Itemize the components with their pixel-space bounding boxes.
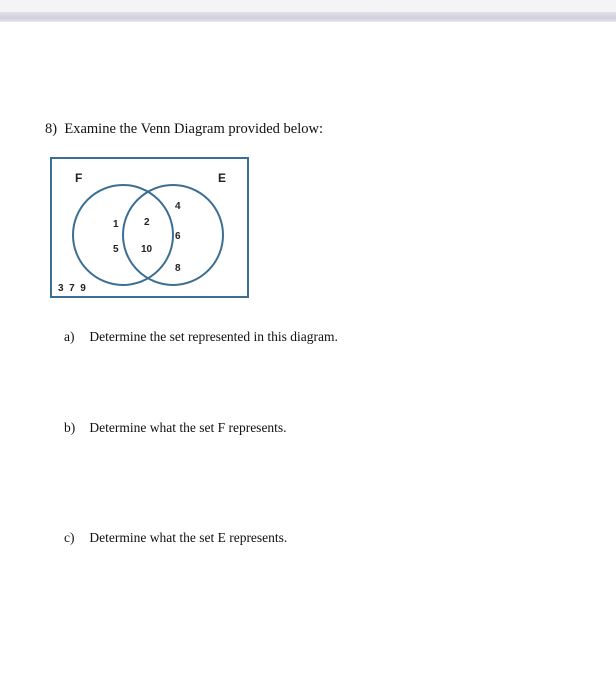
part-c-label: c): [64, 530, 75, 545]
venn-diagram: [50, 157, 250, 299]
question-8: [45, 121, 323, 138]
part-a: [64, 329, 338, 345]
element-8: 8: [175, 263, 181, 274]
element-5: 5: [113, 244, 119, 255]
element-10: 10: [141, 244, 153, 255]
element-4: 4: [175, 201, 181, 212]
part-b-text: Determine what the set F represents.: [89, 420, 287, 435]
element-1: 1: [113, 219, 119, 230]
question-text: Examine the Venn Diagram provided below:: [64, 121, 323, 137]
part-a-text: Determine the set represented in this diagram.: [89, 329, 338, 344]
part-a-label: a): [64, 329, 75, 344]
top-bar: [0, 0, 616, 12]
part-c-text: Determine what the set E represents.: [89, 530, 288, 545]
outside-elements: 3 7 9: [58, 283, 86, 294]
part-b-label: b): [64, 420, 76, 435]
set-f-label: F: [75, 171, 83, 185]
set-e-label: E: [218, 171, 227, 185]
question-number: 8): [45, 121, 58, 137]
element-6: 6: [175, 231, 181, 242]
element-2: 2: [144, 217, 150, 228]
top-divider: [0, 12, 616, 22]
part-b: [64, 420, 287, 436]
part-c: [64, 530, 287, 546]
